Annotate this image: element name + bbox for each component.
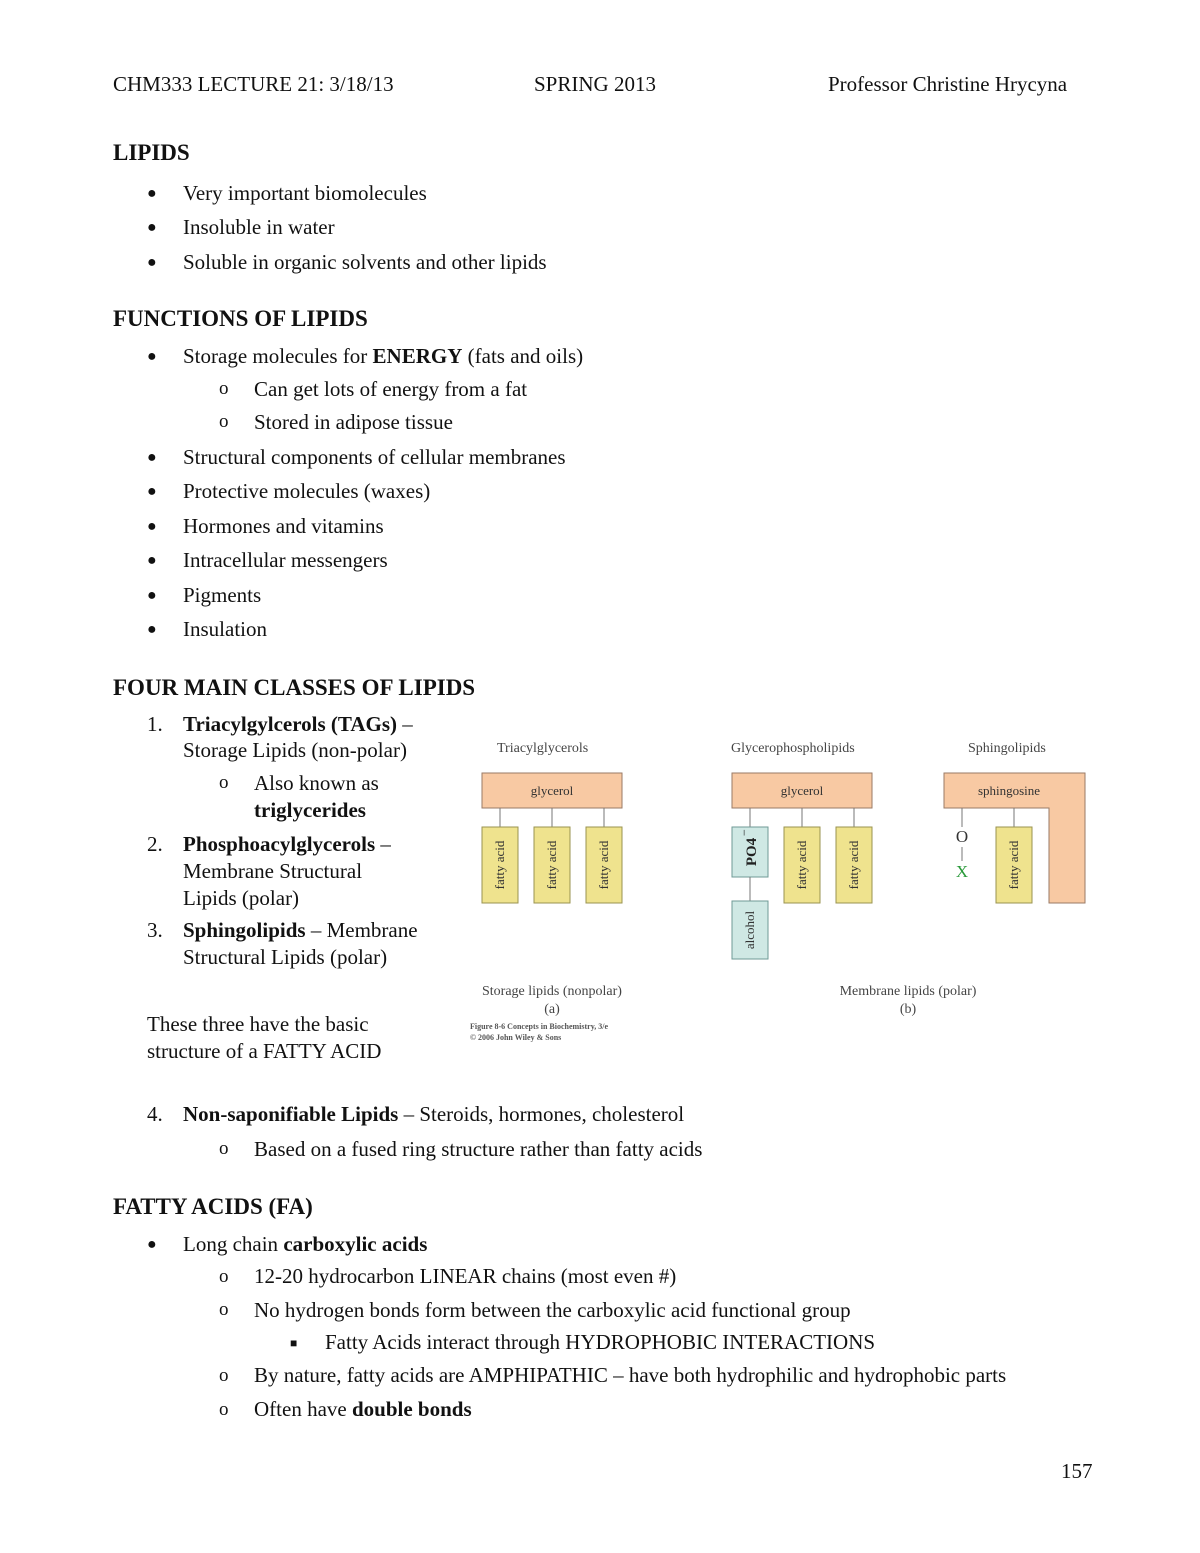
- classes-note-line-2: structure of a FATTY ACID: [147, 1039, 382, 1063]
- glycerol-label: glycerol: [530, 783, 574, 798]
- class-1-sub-line-1: Also known as: [254, 771, 379, 795]
- oxygen-label: O: [955, 827, 969, 846]
- x-label: X: [955, 862, 969, 881]
- glycerol-label: glycerol: [780, 783, 824, 798]
- bullet-icon: ●: [147, 254, 157, 271]
- sub-bullet-icon: o: [219, 411, 229, 432]
- lipids-heading: LIPIDS: [113, 140, 190, 165]
- class-4-line: Non-saponifiable Lipids – Steroids, hormones, cholesterol: [183, 1102, 685, 1126]
- bullet-icon: ●: [147, 587, 157, 604]
- bullet-icon: ●: [147, 518, 157, 535]
- class-3-line-2: Structural Lipids (polar): [183, 945, 388, 969]
- header-term: SPRING 2013: [534, 72, 656, 96]
- caption-membrane: Membrane lipids (polar): [839, 984, 977, 999]
- fatty-acid-label: fatty acid: [1006, 840, 1021, 890]
- fa-sub-4: Often have double bonds: [254, 1397, 472, 1421]
- class-number: 2.: [147, 832, 163, 856]
- class-2-line-2: Membrane Structural: [183, 859, 363, 883]
- fa-subsub: Fatty Acids interact through HYDROPHOBIC INTERACTIONS: [325, 1330, 876, 1354]
- fatty-acid-label: fatty acid: [794, 840, 809, 890]
- svg-text:−: −: [737, 829, 751, 836]
- functions-bullet-2: Structural components of cellular membranes: [183, 445, 566, 469]
- functions-bullet-6: Pigments: [183, 583, 262, 607]
- class-number: 1.: [147, 712, 163, 736]
- bullet-icon: ●: [147, 219, 157, 236]
- bullet-icon: ●: [147, 552, 157, 569]
- svg-text:PO4: PO4: [744, 837, 760, 867]
- functions-heading: FUNCTIONS OF LIPIDS: [113, 306, 368, 331]
- lipids-bullet-2: Insoluble in water: [183, 215, 335, 239]
- class-1-line-1: Triacylgylcerols (TAGs) –: [183, 712, 413, 736]
- caption-storage: Storage lipids (nonpolar): [482, 984, 622, 999]
- fa-sub-2: No hydrogen bonds form between the carboxylic acid functional group: [254, 1298, 851, 1322]
- functions-bullet-3: Protective molecules (waxes): [183, 479, 431, 503]
- fig-title-glycerophospholipids: Glycerophospholipids: [731, 741, 855, 756]
- class-number: 4.: [147, 1102, 163, 1126]
- fa-sub-1: 12-20 hydrocarbon LINEAR chains (most even #): [254, 1264, 677, 1288]
- class-3-line-1: Sphingolipids – Membrane: [183, 918, 418, 942]
- sub-bullet-icon: o: [219, 1138, 229, 1159]
- fatty-acid-label: fatty acid: [846, 840, 861, 890]
- fa-sub-3: By nature, fatty acids are AMPHIPATHIC – have both hydrophilic and hydrophobic parts: [254, 1363, 1007, 1387]
- fig-title-triacylglycerols: Triacylglycerols: [497, 741, 589, 756]
- bullet-icon: ●: [147, 1236, 157, 1253]
- classes-heading: FOUR MAIN CLASSES OF LIPIDS: [113, 675, 476, 700]
- sphingosine-label: sphingosine: [977, 783, 1041, 798]
- class-2-line-3: Lipids (polar): [183, 886, 300, 910]
- figure-credit-1: Figure 8-6 Concepts in Biochemistry, 3/e: [470, 1022, 609, 1031]
- sub-bullet-icon: o: [219, 772, 229, 793]
- header-professor: Professor Christine Hrycyna: [828, 72, 1068, 96]
- bullet-icon: ●: [147, 483, 157, 500]
- fatty-acid-label: fatty acid: [544, 840, 559, 890]
- figure-credit-2: © 2006 John Wiley & Sons: [470, 1033, 562, 1042]
- class-number: 3.: [147, 918, 163, 942]
- fatty-acid-label: fatty acid: [492, 840, 507, 890]
- functions-bullet-energy: Storage molecules for ENERGY (fats and oils): [183, 344, 584, 368]
- fa-bullet-1: Long chain carboxylic acids: [183, 1232, 428, 1256]
- bullet-icon: ●: [147, 449, 157, 466]
- functions-bullet-7: Insulation: [183, 617, 267, 641]
- lipids-bullet-3: Soluble in organic solvents and other lipids: [183, 250, 547, 274]
- bullet-icon: ●: [147, 621, 157, 638]
- fatty-acids-heading: FATTY ACIDS (FA): [113, 1194, 313, 1219]
- classes-note-line-1: These three have the basic: [147, 1012, 369, 1036]
- caption-b: (b): [899, 1002, 917, 1017]
- class-4-sub: Based on a fused ring structure rather than fatty acids: [254, 1137, 703, 1161]
- class-1-sub-line-2: triglycerides: [254, 798, 366, 822]
- class-2-line-1: Phosphoacylglycerols –: [183, 832, 391, 856]
- alcohol-label: alcohol: [742, 910, 757, 950]
- caption-a: (a): [544, 1002, 560, 1017]
- bullet-icon: ●: [147, 185, 157, 202]
- sub-bullet-icon: o: [219, 378, 229, 399]
- lipid-classes-figure: [455, 735, 1095, 1050]
- sub-bullet-icon: o: [219, 1399, 229, 1420]
- fig-title-sphingolipids: Sphingolipids: [968, 741, 1046, 756]
- class-1-line-2: Storage Lipids (non-polar): [183, 738, 407, 762]
- fatty-acid-label: fatty acid: [596, 840, 611, 890]
- sub-bullet-icon: o: [219, 1266, 229, 1287]
- sub-bullet-icon: o: [219, 1299, 229, 1320]
- square-bullet-icon: ■: [290, 1336, 298, 1350]
- functions-bullet-4: Hormones and vitamins: [183, 514, 384, 538]
- header-course: CHM333 LECTURE 21: 3/18/13: [113, 72, 394, 96]
- page-number: 157: [1061, 1459, 1093, 1483]
- functions-bullet-5: Intracellular messengers: [183, 548, 388, 572]
- functions-sub-1: Can get lots of energy from a fat: [254, 377, 528, 401]
- sub-bullet-icon: o: [219, 1365, 229, 1386]
- lipids-bullet-1: Very important biomolecules: [183, 181, 427, 205]
- functions-sub-2: Stored in adipose tissue: [254, 410, 453, 434]
- bullet-icon: ●: [147, 348, 157, 365]
